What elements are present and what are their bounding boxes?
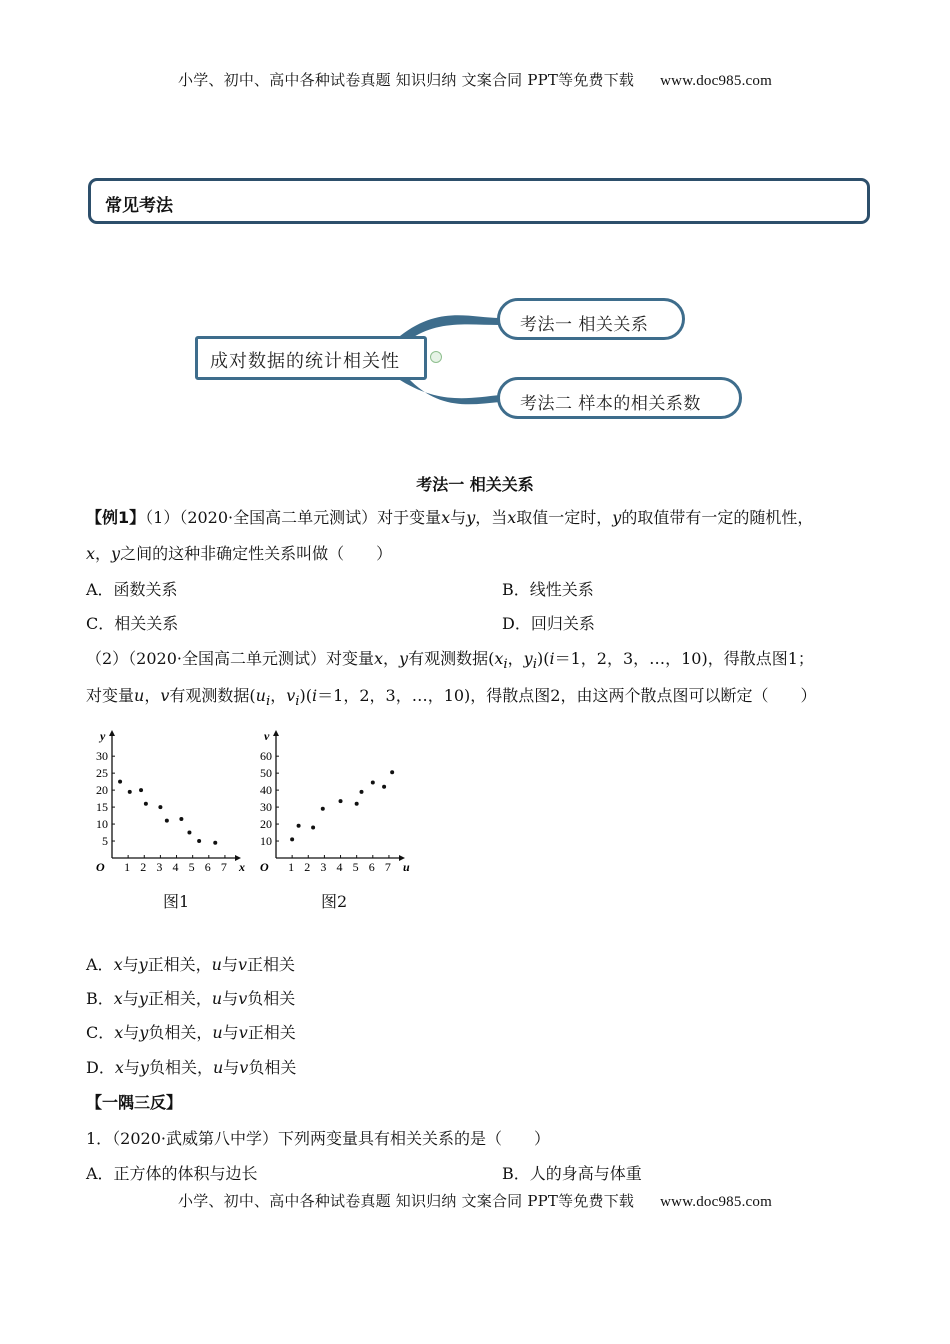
var-y: y xyxy=(523,649,533,668)
q-text: （1）（2020·全国高二单元测试）对于变量 xyxy=(145,508,442,527)
mindmap-child-method-1[interactable]: 考法一 相关关系 xyxy=(497,298,685,340)
subscript-i: i xyxy=(295,694,300,710)
data-point xyxy=(213,841,217,845)
option-c[interactable]: C．相关关系 xyxy=(86,614,179,633)
y-tick-label: 5 xyxy=(102,834,108,849)
x-tick-label: 1 xyxy=(124,860,131,874)
data-point xyxy=(139,788,143,792)
y-tick-label: 15 xyxy=(96,800,108,815)
data-point xyxy=(360,790,364,794)
data-point xyxy=(128,790,132,794)
option-c-2[interactable] xyxy=(86,1022,296,1044)
x-tick-label: 2 xyxy=(304,860,311,874)
q-text: ， xyxy=(383,649,400,668)
y-tick-label: 25 xyxy=(96,766,108,781)
var-u: u xyxy=(212,1058,224,1077)
q-text: )( xyxy=(536,649,550,668)
var-x: x xyxy=(86,544,96,563)
q-text: 正相关 xyxy=(247,955,296,974)
data-point xyxy=(197,839,201,843)
var-y: y xyxy=(138,989,148,1008)
y-axis-label: y xyxy=(100,729,106,743)
y-tick-label: 10 xyxy=(96,817,108,832)
x-tick-label: 2 xyxy=(140,860,147,874)
var-y: y xyxy=(399,649,409,668)
option-row xyxy=(86,613,595,635)
practice-tag: 【一隅三反】 xyxy=(86,1093,183,1112)
q-text: ， xyxy=(95,544,112,563)
scatter-chart-2 xyxy=(252,728,422,878)
data-point xyxy=(144,802,148,806)
q-text: 与 xyxy=(222,1023,239,1042)
q-text: 负相关 xyxy=(248,1058,297,1077)
data-point xyxy=(390,770,394,774)
var-i: i xyxy=(549,649,555,668)
y-tick-label: 30 xyxy=(96,749,108,764)
y-axis-arrow xyxy=(273,730,279,736)
var-i: i xyxy=(312,686,318,705)
x-tick-label: 1 xyxy=(288,860,295,874)
practice-option-b[interactable]: B．人的身高与体重 xyxy=(502,1164,642,1183)
q-text: ＝1，2，3，…，10)，得散点图1； xyxy=(554,649,814,668)
y-tick-label: 50 xyxy=(260,766,272,781)
chart1-caption: 图1 xyxy=(163,892,190,911)
data-point xyxy=(371,780,375,784)
q-text: 与 xyxy=(222,989,239,1008)
x-axis-label: x xyxy=(239,860,245,874)
origin-label: O xyxy=(260,860,269,874)
x-axis-label: u xyxy=(403,860,410,874)
q-text: 的取值带有一定的随机性， xyxy=(621,508,814,527)
collapse-toggle-icon[interactable] xyxy=(430,351,442,363)
q-text: 取值一定时， xyxy=(516,508,613,527)
x-tick-label: 4 xyxy=(172,860,179,874)
mindmap-child-method-2[interactable]: 考法二 样本的相关系数 xyxy=(497,377,742,419)
y-tick-label: 40 xyxy=(260,783,272,798)
y-tick-label: 30 xyxy=(260,800,272,815)
q-text: 有观测数据( xyxy=(408,649,495,668)
q-text: 与 xyxy=(123,1023,140,1042)
origin-label: O xyxy=(96,860,105,874)
q-text: 正相关， xyxy=(147,989,212,1008)
q-text: ＝1，2，3，…，10)，得散点图2，由这两个散点图可以断定（ ） xyxy=(317,686,817,705)
var-x: x xyxy=(113,989,123,1008)
data-point xyxy=(297,824,301,828)
q-text: 之间的这种非确定性关系叫做（ ） xyxy=(120,544,393,563)
example1-part2-line1 xyxy=(86,648,814,676)
y-axis-arrow xyxy=(109,730,115,736)
x-tick-label: 6 xyxy=(368,860,375,874)
data-point xyxy=(165,819,169,823)
topic-title: 考法一 相关关系 xyxy=(416,475,534,494)
mindmap-branch-2 xyxy=(400,380,500,404)
option-label: D． xyxy=(86,1058,115,1077)
mindmap-root-node[interactable]: 成对数据的统计相关性 xyxy=(195,336,427,380)
example-tag: 【例1】 xyxy=(86,508,146,527)
q-text: 与 xyxy=(221,955,238,974)
x-tick-label: 6 xyxy=(204,860,211,874)
x-tick-label: 4 xyxy=(336,860,343,874)
section-title: 常见考法 xyxy=(105,196,173,216)
y-tick-label: 20 xyxy=(96,783,108,798)
var-y: y xyxy=(612,508,622,527)
data-point xyxy=(339,799,343,803)
x-tick-label: 5 xyxy=(352,860,359,874)
example1-line1 xyxy=(86,507,813,529)
var-y: y xyxy=(139,1058,149,1077)
data-point xyxy=(355,802,359,806)
option-d[interactable]: D．回归关系 xyxy=(502,614,595,633)
option-label: B． xyxy=(86,989,114,1008)
var-u: u xyxy=(211,955,222,974)
var-u: u xyxy=(211,989,223,1008)
q-text: （2）（2020·全国高二单元测试）对变量 xyxy=(86,649,374,668)
var-v: v xyxy=(238,955,248,974)
var-v: v xyxy=(160,686,170,705)
q-text: ， xyxy=(507,649,524,668)
q-text: ，当 xyxy=(475,508,508,527)
var-u: u xyxy=(255,686,266,705)
option-b[interactable]: B．线性关系 xyxy=(502,580,594,599)
option-d-2[interactable] xyxy=(86,1057,296,1079)
option-label: A． xyxy=(86,955,114,974)
q-text: 与 xyxy=(122,989,139,1008)
example1-part2-line2 xyxy=(86,685,816,713)
chart2-caption: 图2 xyxy=(321,892,348,911)
var-x: x xyxy=(374,649,384,668)
practice-question-1: 1．（2020·武威第八中学）下列两变量具有相关关系的是（ ） xyxy=(86,1129,550,1148)
y-tick-label: 20 xyxy=(260,817,272,832)
y-tick-label: 10 xyxy=(260,834,272,849)
var-u: u xyxy=(212,1023,223,1042)
var-u: u xyxy=(134,686,145,705)
mindmap-branch-1 xyxy=(400,315,500,338)
x-tick-label: 3 xyxy=(156,860,163,874)
data-point xyxy=(179,817,183,821)
option-a[interactable]: A．函数关系 xyxy=(86,580,178,599)
var-v: v xyxy=(238,1023,248,1042)
page-footer xyxy=(0,1190,950,1211)
var-v: v xyxy=(286,686,296,705)
header-text: 小学、初中、高中各种试卷真题 知识归纳 文案合同 PPT等免费下载 xyxy=(178,71,635,89)
q-text: ， xyxy=(144,686,161,705)
option-row xyxy=(86,579,594,601)
q-text: ， xyxy=(270,686,287,705)
x-tick-label: 7 xyxy=(220,860,227,874)
example1-line2 xyxy=(86,543,392,565)
var-x: x xyxy=(114,1058,124,1077)
subscript-i: i xyxy=(265,694,271,710)
q-text: 正相关， xyxy=(147,955,212,974)
q-text: 有观测数据( xyxy=(169,686,256,705)
q-text: 与 xyxy=(122,955,139,974)
option-row xyxy=(86,1163,642,1185)
q-text: 对变量 xyxy=(86,686,135,705)
option-b-2[interactable] xyxy=(86,988,295,1010)
header-site-link[interactable]: www.doc985.com xyxy=(660,73,772,89)
q-text: 正相关 xyxy=(247,1023,296,1042)
var-y: y xyxy=(466,508,476,527)
subscript-i: i xyxy=(503,657,508,673)
q-text: 与 xyxy=(123,1058,140,1077)
data-point xyxy=(321,807,325,811)
x-tick-label: 5 xyxy=(188,860,195,874)
var-y: y xyxy=(138,955,148,974)
subscript-i: i xyxy=(532,657,537,673)
var-x: x xyxy=(113,955,123,974)
y-tick-label: 60 xyxy=(260,749,272,764)
data-point xyxy=(290,837,294,841)
var-x: x xyxy=(114,1023,124,1042)
q-text: 与 xyxy=(223,1058,240,1077)
mindmap-connectors xyxy=(0,0,950,470)
q-text: 负相关， xyxy=(148,1058,213,1077)
data-point xyxy=(382,785,386,789)
q-text: )( xyxy=(299,686,313,705)
var-x: x xyxy=(441,508,451,527)
footer-site-link[interactable]: www.doc985.com xyxy=(660,1194,772,1210)
q-text: 负相关 xyxy=(247,989,296,1008)
option-label: C． xyxy=(86,1023,115,1042)
data-point xyxy=(187,831,191,835)
footer-text: 小学、初中、高中各种试卷真题 知识归纳 文案合同 PPT等免费下载 xyxy=(178,1192,635,1210)
data-point xyxy=(158,805,162,809)
var-v: v xyxy=(239,1058,249,1077)
var-y: y xyxy=(139,1023,149,1042)
data-point xyxy=(118,780,122,784)
option-a-2[interactable] xyxy=(86,954,295,976)
scatter-chart-1 xyxy=(88,728,248,878)
practice-option-a[interactable]: A．正方体的体积与边长 xyxy=(86,1164,258,1183)
q-text: 与 xyxy=(450,508,467,527)
var-y: y xyxy=(111,544,121,563)
x-tick-label: 3 xyxy=(320,860,327,874)
var-v: v xyxy=(238,989,248,1008)
var-x: x xyxy=(507,508,517,527)
y-axis-label: v xyxy=(264,729,270,743)
data-point xyxy=(311,825,315,829)
q-text: 负相关， xyxy=(148,1023,213,1042)
var-x: x xyxy=(494,649,504,668)
x-tick-label: 7 xyxy=(384,860,391,874)
